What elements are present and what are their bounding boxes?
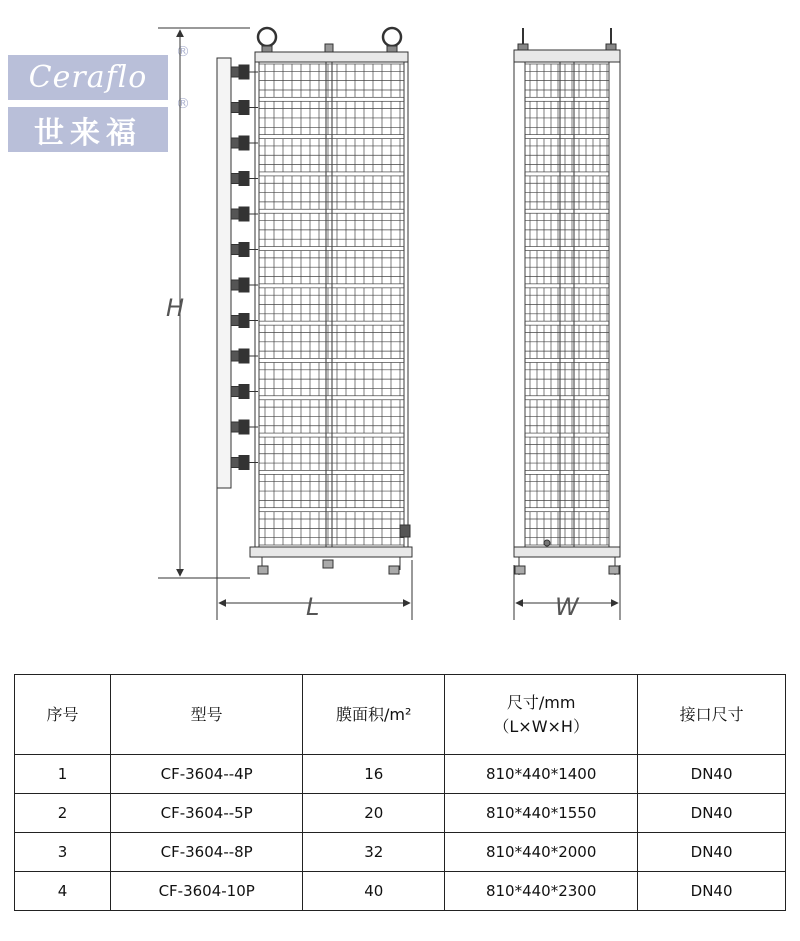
cell-size: 810*440*2300 xyxy=(445,872,638,911)
cell-no: 2 xyxy=(15,794,111,833)
cell-model: CF-3604--4P xyxy=(111,755,303,794)
logo-chinese-text: 世来福 xyxy=(8,107,168,152)
logo-latin-text: Ceraflo xyxy=(8,55,168,100)
header-area: 膜面积/m² xyxy=(303,675,445,755)
cell-model: CF-3604--5P xyxy=(111,794,303,833)
port-manifold xyxy=(217,58,258,488)
side-view xyxy=(514,28,620,575)
specification-table xyxy=(14,674,786,911)
header-size-sub: （L×W×H） xyxy=(493,716,589,736)
cell-area: 20 xyxy=(303,794,445,833)
cell-size: 810*440*1400 xyxy=(445,755,638,794)
cell-no: 3 xyxy=(15,833,111,872)
table-row xyxy=(15,833,786,872)
table-header-row xyxy=(15,675,786,755)
cell-port: DN40 xyxy=(638,833,786,872)
header-size-label: 尺寸/mm xyxy=(506,692,576,712)
cell-model: CF-3604--8P xyxy=(111,833,303,872)
cell-no: 4 xyxy=(15,872,111,911)
cell-area: 16 xyxy=(303,755,445,794)
registered-mark-icon: ® xyxy=(176,44,190,60)
cell-model: CF-3604-10P xyxy=(111,872,303,911)
height-label: H xyxy=(166,294,185,322)
header-size xyxy=(445,675,638,755)
cell-port: DN40 xyxy=(638,794,786,833)
header-port: 接口尺寸 xyxy=(638,675,786,755)
front-view xyxy=(250,28,412,574)
cell-area: 32 xyxy=(303,833,445,872)
width-label: W xyxy=(555,593,579,621)
cell-area: 40 xyxy=(303,872,445,911)
length-label: L xyxy=(306,593,320,621)
cell-size: 810*440*1550 xyxy=(445,794,638,833)
registered-mark-icon: ® xyxy=(176,96,190,112)
cell-size: 810*440*2000 xyxy=(445,833,638,872)
cell-no: 1 xyxy=(15,755,111,794)
table-row xyxy=(15,794,786,833)
header-model: 型号 xyxy=(111,675,303,755)
header-no: 序号 xyxy=(15,675,111,755)
table-row xyxy=(15,872,786,911)
cell-port: DN40 xyxy=(638,872,786,911)
cell-port: DN40 xyxy=(638,755,786,794)
table-row xyxy=(15,755,786,794)
